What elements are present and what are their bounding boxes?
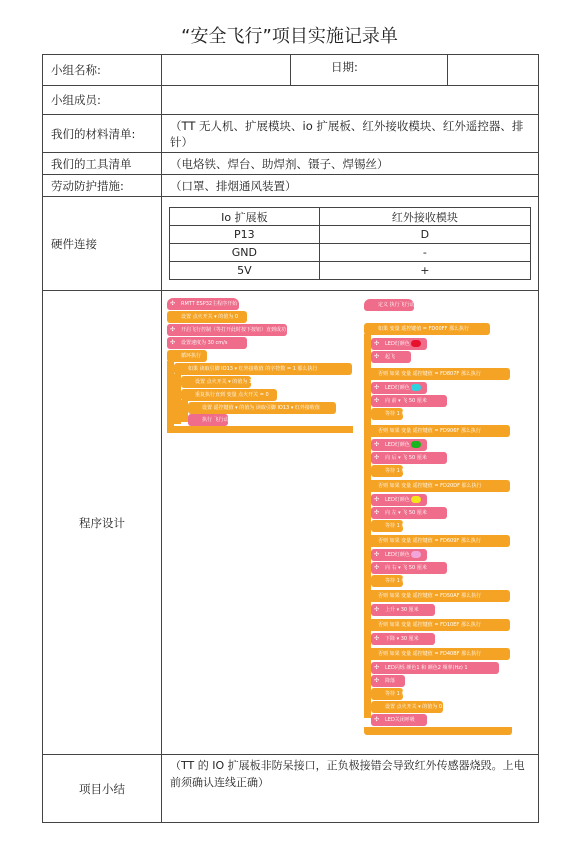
block-text: 上升 ▾ 30 厘米	[385, 607, 419, 613]
block-text: 否则 如果 变量 遥控键值 = FD906F 那么执行	[378, 428, 481, 434]
materials-label: 我们的材料清单:	[43, 115, 162, 153]
wiring-table	[169, 207, 531, 280]
block-descend[interactable]	[371, 633, 435, 645]
block-led-yellow[interactable]	[371, 494, 427, 506]
tools-row	[43, 153, 539, 175]
led-icon: ✣	[374, 384, 380, 391]
block-text: 否则 如果 变量 遥控键值 = FD10EF 那么执行	[378, 622, 481, 628]
block-fly-forward[interactable]	[371, 395, 447, 407]
drone-icon: ✣	[374, 353, 380, 360]
block-else-if[interactable]	[364, 590, 510, 602]
block-land[interactable]	[371, 675, 405, 687]
block-led-red[interactable]	[371, 338, 427, 350]
block-text: 向 前 ▾ 飞 50 厘米	[385, 398, 427, 404]
block-wait[interactable]	[371, 408, 407, 420]
block-wait[interactable]	[371, 520, 407, 532]
summary-row	[43, 755, 539, 823]
block-text: LED闪烁 颜色1 和 颜色2 频率(Hz) 1	[385, 665, 468, 671]
record-table	[42, 54, 539, 823]
hardware-row	[43, 197, 539, 291]
led-icon: ✣	[374, 664, 380, 671]
block-text: 定义 执行飞行动作	[378, 302, 420, 308]
block-text: 等待 1 秒	[385, 578, 407, 584]
block-text: 重复执行直到 变量 点火开关 = 0	[195, 392, 269, 398]
group-name-label: 小组名称:	[43, 55, 162, 86]
block-start-flight[interactable]	[167, 324, 287, 336]
members-row	[43, 86, 539, 115]
block-text: 否则 如果 变量 遥控键值 = FD50AF 那么执行	[378, 593, 482, 599]
color-swatch-red[interactable]	[411, 340, 421, 347]
led-icon: ✣	[374, 551, 380, 558]
block-main-start[interactable]	[167, 298, 239, 310]
block-led-green[interactable]	[371, 439, 427, 451]
block-text: 设置 点火开关 ▾ 的值为 0	[181, 314, 239, 320]
block-text: 否则 如果 变量 遥控键值 = FD807F 那么执行	[378, 371, 481, 377]
block-ascend[interactable]	[371, 604, 435, 616]
block-text: 下降 ▾ 30 厘米	[385, 636, 419, 642]
color-swatch-yellow[interactable]	[411, 496, 421, 503]
block-program-canvas	[159, 295, 535, 747]
block-text: LED关闭呼吸	[385, 717, 415, 723]
color-swatch-cyan[interactable]	[411, 384, 421, 391]
group-name-field[interactable]	[162, 55, 291, 86]
block-led-off[interactable]	[371, 714, 427, 726]
block-takeoff[interactable]	[371, 351, 411, 363]
hardware-cell	[162, 197, 539, 291]
drone-icon: ✣	[374, 606, 380, 613]
block-reset-ignition[interactable]	[371, 701, 443, 713]
wiring-cell: GND	[170, 244, 320, 262]
block-text: LED灯颜色	[385, 552, 410, 558]
group-name-row	[43, 55, 539, 86]
drone-icon: ✣	[374, 564, 380, 571]
tools-value: （电烙铁、焊台、助焊剂、镊子、焊锡丝）	[162, 153, 539, 175]
block-text: 向 后 ▾ 飞 50 厘米	[385, 455, 427, 461]
drone-icon: ✣	[170, 326, 176, 333]
if-else-bracket	[364, 334, 371, 718]
if-bracket	[174, 374, 181, 424]
block-text: 设置 点火开关 ▾ 的值为 1	[195, 379, 253, 385]
wiring-row	[170, 244, 531, 262]
wiring-row	[170, 262, 531, 280]
block-text: 等待 1 秒	[385, 523, 407, 529]
block-text: 等待 1 秒	[385, 468, 407, 474]
summary-value: （TT 的 IO 扩展板非防呆接口，正负极接错会导致红外传感器烧毁。上电前须确认连线正确）	[162, 755, 539, 823]
block-wait[interactable]	[371, 688, 407, 700]
block-text: 向 左 ▾ 飞 50 厘米	[385, 510, 427, 516]
block-set-speed[interactable]	[167, 337, 247, 349]
block-wait[interactable]	[371, 465, 407, 477]
drone-icon: ✣	[374, 454, 380, 461]
block-set-key[interactable]	[188, 402, 336, 414]
tools-label: 我们的工具清单	[43, 153, 162, 175]
repeat-bracket	[181, 400, 188, 422]
block-text: LED灯颜色	[385, 341, 410, 347]
date-label: 日期:	[291, 55, 448, 86]
block-text: 等待 1 秒	[385, 691, 407, 697]
protection-row	[43, 175, 539, 197]
block-fly-right[interactable]	[371, 562, 447, 574]
block-text: 设置 点火开关 ▾ 的值为 0	[385, 704, 443, 710]
page-title: “安全飞行”项目实施记录单	[181, 26, 398, 47]
color-swatch-green[interactable]	[411, 441, 421, 448]
wiring-header-module: 红外接收模块	[319, 208, 530, 226]
drone-icon: ✣	[374, 509, 380, 516]
color-swatch-lilac[interactable]	[411, 551, 421, 558]
block-text: RMTT ESP32主程序开始	[181, 301, 238, 307]
block-led-lilac[interactable]	[371, 549, 427, 561]
wiring-header-board: Io 扩展板	[170, 208, 320, 226]
loop-bracket-end	[167, 426, 353, 433]
block-else-if[interactable]	[364, 535, 510, 547]
block-text: LED灯颜色	[385, 497, 410, 503]
if-else-bracket-end	[364, 727, 512, 735]
block-else-if[interactable]	[364, 425, 510, 437]
led-icon: ✣	[374, 340, 380, 347]
block-set-ignition[interactable]	[181, 376, 251, 388]
drone-icon: ✣	[170, 300, 176, 307]
wiring-cell: 5V	[170, 262, 320, 280]
wiring-cell: D	[319, 226, 530, 244]
drone-icon: ✣	[374, 397, 380, 404]
block-text: 如果 读取引脚 IO13 ▾ 红外接收值 的字符数 = 1 那么执行	[188, 366, 318, 372]
block-if-ir[interactable]	[174, 363, 352, 375]
block-text: 起飞	[385, 354, 396, 360]
block-text: LED灯颜色	[385, 385, 410, 391]
wiring-header-row	[170, 208, 531, 226]
block-text: 循环执行	[181, 353, 202, 359]
drone-icon: ✣	[374, 635, 380, 642]
block-if-key[interactable]	[364, 323, 490, 335]
block-text: 设置 遥控键值 ▾ 的值为 读取引脚 IO13 ▾ 红外接收值	[202, 405, 320, 411]
protection-label: 劳动防护措施:	[43, 175, 162, 197]
block-fly-back[interactable]	[371, 452, 447, 464]
block-led-blink[interactable]	[371, 662, 499, 674]
program-cell	[162, 291, 539, 755]
materials-value: （TT 无人机、扩展模块、io 扩展板、红外接收模块、红外遥控器、排针）	[162, 115, 539, 153]
block-text: 执行 飞行动作	[202, 417, 234, 423]
block-led-cyan[interactable]	[371, 382, 427, 394]
block-text: 降落	[385, 678, 396, 684]
protection-value: （口罩、排烟通风装置）	[162, 175, 539, 197]
block-define-flight[interactable]	[364, 299, 420, 311]
hardware-label: 硬件连接	[43, 197, 162, 291]
block-else-if[interactable]	[364, 648, 510, 660]
block-set-var[interactable]	[167, 311, 247, 323]
program-row	[43, 291, 539, 755]
members-field[interactable]	[162, 86, 539, 115]
wiring-cell: P13	[170, 226, 320, 244]
drone-icon: ✣	[170, 339, 176, 346]
program-label: 程序设计	[43, 291, 162, 755]
block-fly-left[interactable]	[371, 507, 447, 519]
block-else-if[interactable]	[364, 480, 510, 492]
block-text: LED灯颜色	[385, 442, 410, 448]
led-icon: ✣	[374, 441, 380, 448]
led-icon: ✣	[374, 496, 380, 503]
block-text: 等待 1 秒	[385, 411, 407, 417]
block-else-if[interactable]	[364, 619, 510, 631]
block-repeat-until[interactable]	[181, 389, 277, 401]
loop-bracket	[167, 361, 174, 433]
block-else-if[interactable]	[364, 368, 510, 380]
block-call-flight[interactable]	[188, 414, 234, 426]
block-text: 否则 如果 变量 遥控键值 = FD40BF 那么执行	[378, 651, 482, 657]
summary-label: 项目小结	[43, 755, 162, 823]
block-text: 如果 变量 遥控键值 = FD00FF 那么执行	[378, 326, 469, 332]
block-wait[interactable]	[371, 575, 407, 587]
wiring-row	[170, 226, 531, 244]
block-text: 向 右 ▾ 飞 50 厘米	[385, 565, 427, 571]
members-label: 小组成员:	[43, 86, 162, 115]
block-text: 设置速度为 30 cm/s	[181, 340, 228, 346]
wiring-cell: +	[319, 262, 530, 280]
materials-row	[43, 115, 539, 153]
date-field[interactable]	[448, 55, 539, 86]
block-text: 否则 如果 变量 遥控键值 = FD20DF 那么执行	[378, 483, 482, 489]
drone-icon: ✣	[374, 677, 380, 684]
led-icon: ✣	[374, 716, 380, 723]
block-text: 否则 如果 变量 遥控键值 = FD609F 那么执行	[378, 538, 481, 544]
wiring-cell: -	[319, 244, 530, 262]
block-text: 开启飞行控制（等打开此时按下按钮）直到成功	[181, 327, 287, 333]
